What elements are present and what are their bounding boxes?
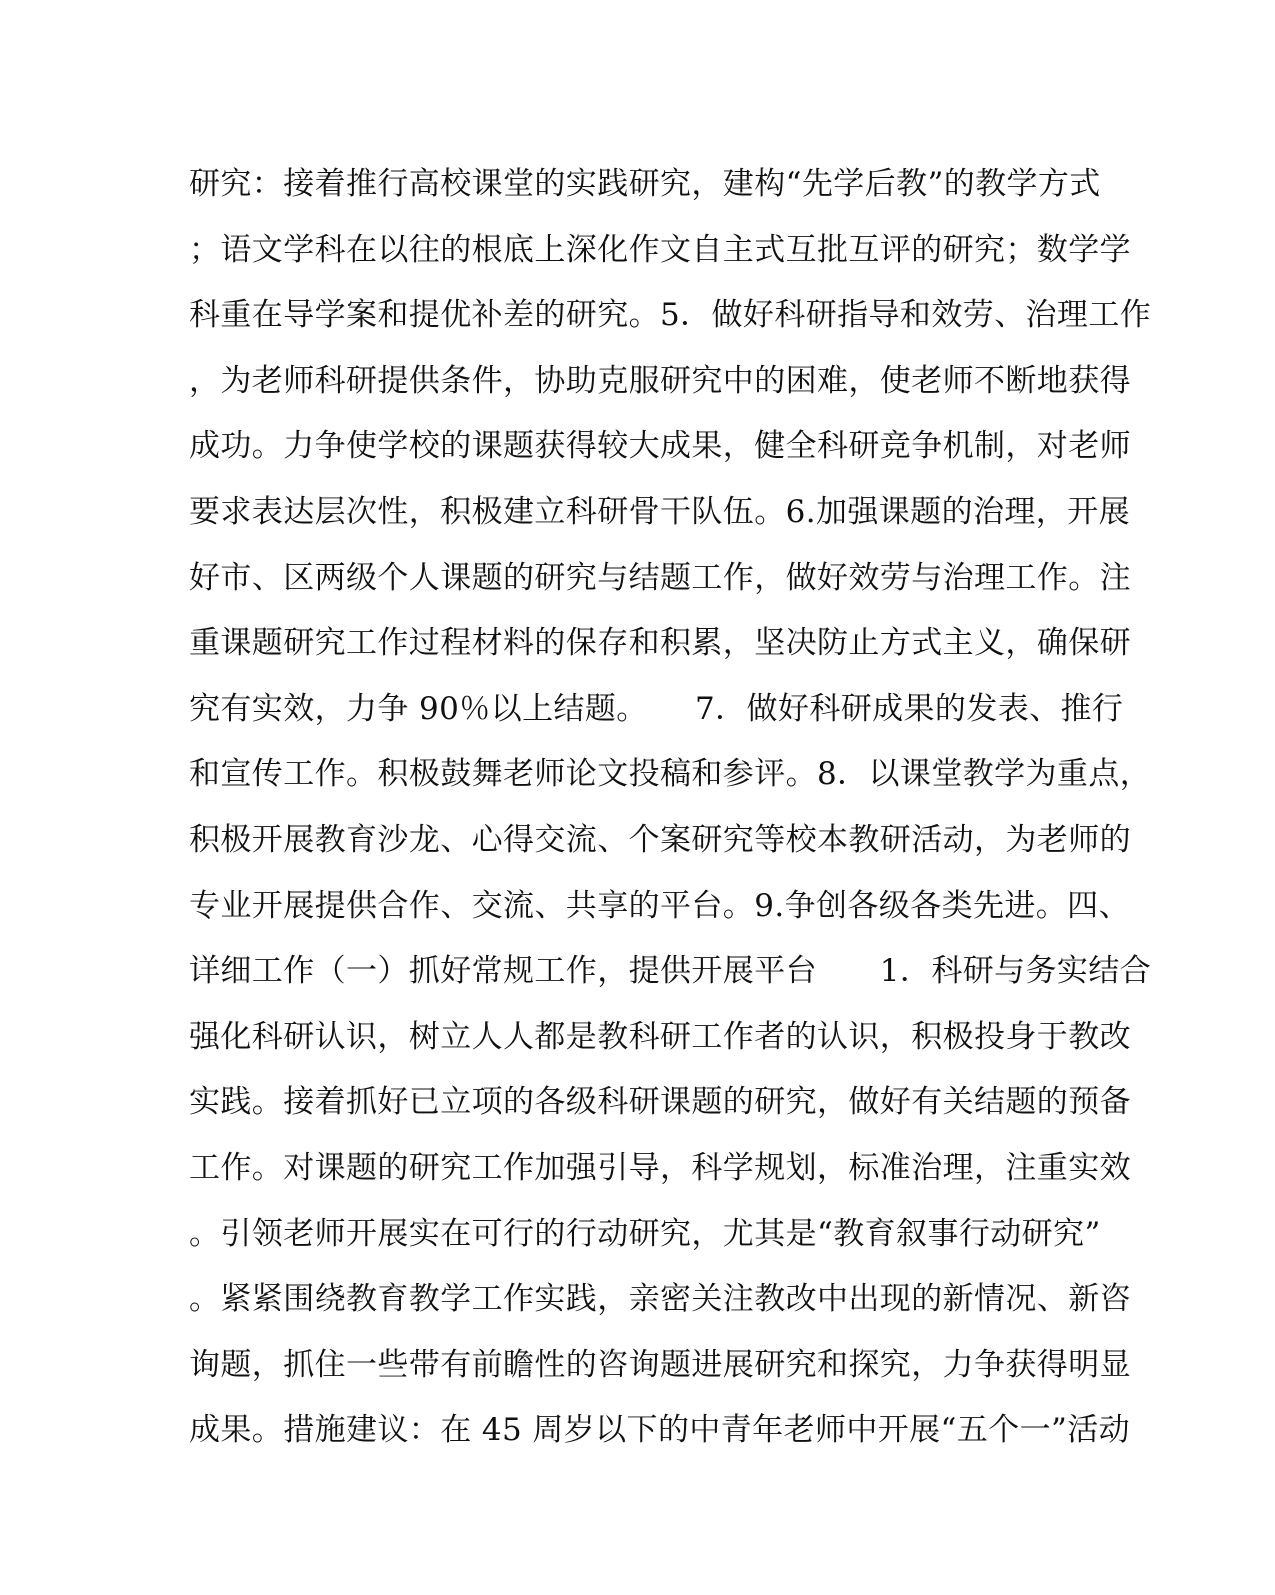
text-line: 强化科研认识，树立人人都是教科研工作者的认识，积极投身于教改 <box>189 1018 1131 1055</box>
text-line: 积极开展教育沙龙、心得交流、个案研究等校本教研活动，为老师的 <box>189 821 1131 858</box>
text-line: 要求表达层次性，积极建立科研骨干队伍。6.加强课题的治理，开展 <box>189 493 1130 530</box>
text-line: 工作。对课题的研究工作加强引导，科学规划，标准治理，注重实效 <box>189 1149 1131 1186</box>
text-line: 。引领老师开展实在可行的行动研究，尤其是“教育叙事行动研究” <box>189 1215 1101 1252</box>
text-line: 和宣传工作。积极鼓舞老师论文投稿和参评。8．以课堂教学为重点， <box>189 756 1152 793</box>
text-line: ，为老师科研提供条件，协助克服研究中的困难，使老师不断地获得 <box>189 362 1131 399</box>
text-line: 专业开展提供合作、交流、共享的平台。9.争创各级各类先进。四、 <box>189 887 1130 924</box>
text-line: 好市、区两级个人课题的研究与结题工作，做好效劳与治理工作。注 <box>189 559 1131 596</box>
text-line: 研究：接着推行高校课堂的实践研究，建构“先学后教”的教学方式 <box>189 166 1101 202</box>
text-line: 成功。力争使学校的课题获得较大成果，健全科研竞争机制，对老师 <box>189 428 1131 465</box>
text-line: 成果。措施建议：在 45 周岁以下的中青年老师中开展“五个一”活动 <box>189 1412 1131 1449</box>
body-text <box>189 160 1152 1472</box>
text-line: 。紧紧围绕教育教学工作实践，亲密关注教改中出现的新情况、新咨 <box>189 1281 1131 1318</box>
text-line: 实践。接着抓好已立项的各级科研课题的研究，做好有关结题的预备 <box>189 1084 1131 1121</box>
text-line: 详细工作（一）抓好常规工作，提供开展平台 1．科研与务实结合 <box>189 953 1152 990</box>
text-line: ；语文学科在以往的根底上深化作文自主式互批互评的研究；数学学 <box>189 231 1131 268</box>
text-line: 询题，抓住一些带有前瞻性的咨询题进展研究和探究，力争获得明显 <box>189 1346 1131 1383</box>
text-line: 究有实效，力争 90％以上结题。 7．做好科研成果的发表、推行 <box>189 690 1124 727</box>
text-line: 科重在导学案和提优补差的研究。5．做好科研指导和效劳、治理工作 <box>189 297 1152 334</box>
text-line: 重课题研究工作过程材料的保存和积累，坚决防止方式主义，确保研 <box>189 625 1131 662</box>
